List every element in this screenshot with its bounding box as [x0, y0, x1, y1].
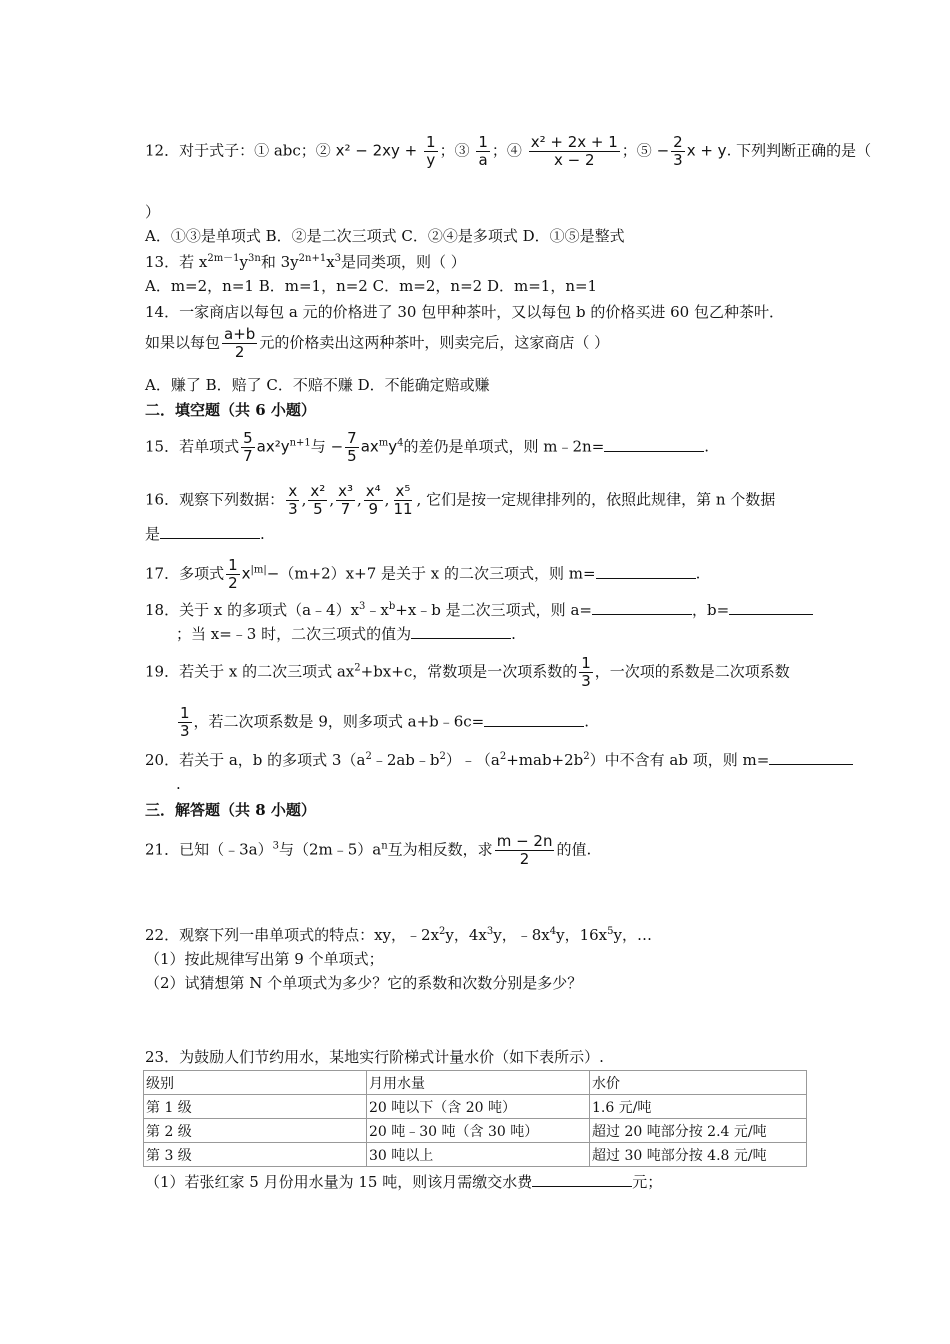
table-cell: 20 吨以下（含 20 吨）	[367, 1095, 590, 1119]
table-header-cell: 级别	[144, 1071, 367, 1095]
q14-options: A．赚了 B．赔了 C．不赔不赚 D．不能确定赔或赚	[145, 376, 490, 394]
q23-answer-blank[interactable]	[532, 1172, 632, 1187]
q19-stem: 19．若关于 x 的二次三项式 $ax^2+bx+c$，常数项是一次项系数的 $\frac{1}{3}$ ，一次项的系数是二次项系数	[145, 654, 790, 690]
table-row	[144, 1095, 807, 1119]
q20-end: .	[176, 775, 181, 793]
table-row	[144, 1143, 807, 1167]
table-cell: 第 3 级	[144, 1143, 367, 1167]
table-header-row	[144, 1071, 807, 1095]
q21-stem: 21．已知（﹣3a）$^3$与$(2m﹣5)a^n$互为相反数，求 $\frac{m - 2n}{2}$ 的值.	[145, 832, 592, 868]
q22-part1: （1）按此规律写出第 9 个单项式；	[145, 950, 384, 968]
q12-lead: 12．对于式子：① abc；②	[145, 141, 331, 160]
table-row	[144, 1119, 807, 1143]
q20-answer-blank[interactable]	[769, 750, 853, 765]
q16-answer-blank[interactable]	[160, 524, 260, 539]
table-cell: 20 吨﹣30 吨（含 30 吨）	[367, 1119, 590, 1143]
table-cell: 超过 20 吨部分按 2.4 元/吨	[590, 1119, 807, 1143]
q19-answer-blank[interactable]	[484, 712, 584, 727]
q12-close: ）	[145, 203, 161, 221]
table-cell: 超过 30 吨部分按 4.8 元/吨	[590, 1143, 807, 1167]
q17-frac: $\frac{1}{2}$	[228, 556, 238, 592]
q16-frac-5: $\frac{\text{x⁵}}{11}$	[393, 482, 413, 518]
q12-frac3: $\frac{1}{a}$	[478, 133, 488, 169]
q16-stem: 16．观察下列数据： $\frac{x}{3}$ , $\frac{\text{x²}}{5}$ , $\frac{\text{x³}}{7}$ , $\frac{\text{x⁴}}{9}$ , $\frac{\text{x⁵}}{11}$ , 它们是按一定规律排列的，依照此规律，第 n 个数据	[145, 482, 776, 518]
table-cell: 第 1 级	[144, 1095, 367, 1119]
q18-blank-value[interactable]	[411, 624, 511, 639]
q13-options: A．m=2，n=1 B．m=1，n=2 C．m=2，n=2 D．m=1，n=1	[145, 277, 598, 295]
table-cell: 1.6 元/吨	[590, 1095, 807, 1119]
q12-frac5: $\frac{2}{3}$	[673, 133, 683, 169]
q16-frac-2: $\frac{\text{x²}}{5}$	[310, 482, 326, 518]
q12-stem: 12．对于式子：① abc；② x² − 2xy + $\frac{1}{y}$ ；③ $\frac{1}{a}$ ；④ $\frac{\text{x² + 2x + 1}}{x - 2}$ ；⑤ − $\frac{2}{3}$ x + y. 下列判断正确的是（	[145, 133, 872, 169]
q12-frac4: $\frac{\text{x² + 2x + 1}}{x - 2}$	[530, 133, 618, 169]
q15-answer-blank[interactable]	[604, 437, 704, 452]
q19-frac1: $\frac{1}{3}$	[581, 654, 591, 690]
section-fill-in: 二．填空题（共 6 小题）	[145, 401, 316, 419]
q19-line2: $\frac{1}{3}$ ，若二次项系数是 9，则多项式 a+b﹣6c= .	[180, 704, 590, 740]
q23-part1: （1）若张红家 5 月份用水量为 15 吨，则该月需缴交水费 元；	[145, 1173, 663, 1191]
q16-frac-3: $\frac{\text{x³}}{7}$	[338, 482, 353, 518]
table-header-cell: 水价	[590, 1071, 807, 1095]
q18-stem: 18．关于 x 的多项式$(a﹣4)x^3﹣x^b+x﹣b$ 是二次三项式，则 a= ，b=	[145, 600, 813, 620]
q13-stem: 13．若 $x^{2m-1}y^{3n}$和 $3y^{2n+1}x^3$是同类项，则（ ）	[145, 253, 466, 271]
q12-expr2: x² − 2xy +	[335, 141, 418, 160]
q17-stem: 17．多项式 $\frac{1}{2}$ $x^{|m|}-(m+2)x+7$ 是关于 x 的二次三项式，则 m= .	[145, 556, 701, 592]
water-price-table	[143, 1070, 807, 1167]
q22-stem: 22．观察下列一串单项式的特点：xy，$﹣2x^2y$，$4x^3y$，$﹣8x^4y$，$16x^5y$，…	[145, 926, 653, 944]
section-solutions: 三．解答题（共 8 小题）	[145, 801, 316, 819]
q16-frac-4: $\frac{\text{x⁴}}{9}$	[365, 482, 381, 518]
q14-line1: 14．一家商店以每包 a 元的价格进了 30 包甲种茶叶，又以每包 b 的价格买进 60 包乙种茶叶．	[145, 303, 784, 321]
q15-stem: 15．若单项式 $\frac{5}{7}$ $ax^2y^{n+1}$与 − $\frac{7}{5}$ $ax^my^4$的差仍是单项式，则 m﹣2n= .	[145, 429, 710, 465]
q23-intro: 23．为鼓励人们节约用水，某地实行阶梯式计量水价（如下表所示）.	[145, 1048, 604, 1066]
q18-blank-b[interactable]	[729, 600, 813, 615]
q12-options: A．①③是单项式 B．②是二次三项式 C．②④是多项式 D．①⑤是整式	[145, 227, 625, 245]
q22-part2: （2）试猜想第 N 个单项式为多少？它的系数和次数分别是多少？	[145, 974, 583, 992]
table-cell: 30 吨以上	[367, 1143, 590, 1167]
q20-stem: 20．若关于 a，b 的多项式 $3(a^2﹣2ab﹣b^2)﹣(a^2+mab+2b^2)$中不含有 ab 项，则 m=	[145, 750, 853, 770]
q16-line2: 是 .	[145, 525, 265, 543]
table-header-cell: 月用水量	[367, 1071, 590, 1095]
q19-frac2: $\frac{1}{3}$	[180, 704, 190, 740]
q15-frac1: $\frac{5}{7}$	[243, 429, 253, 465]
q14-line2: 如果以每包 $\frac{a+b}{2}$ 元的价格卖出这两种茶叶，则卖完后，这家商店（ ）	[145, 325, 610, 361]
q12-frac2: $\frac{1}{y}$	[426, 133, 436, 169]
q16-frac-1: $\frac{x}{3}$	[288, 482, 298, 518]
q17-answer-blank[interactable]	[596, 564, 696, 579]
q18-blank-a[interactable]	[592, 600, 692, 615]
q21-frac: $\frac{m - 2n}{2}$	[496, 832, 553, 868]
q15-frac2: $\frac{7}{5}$	[347, 429, 357, 465]
q14-frac: $\frac{a+b}{2}$	[224, 325, 256, 361]
table-cell: 第 2 级	[144, 1119, 367, 1143]
q18-line2: ；当 x=﹣3 时，二次三项式的值为 .	[176, 625, 516, 643]
